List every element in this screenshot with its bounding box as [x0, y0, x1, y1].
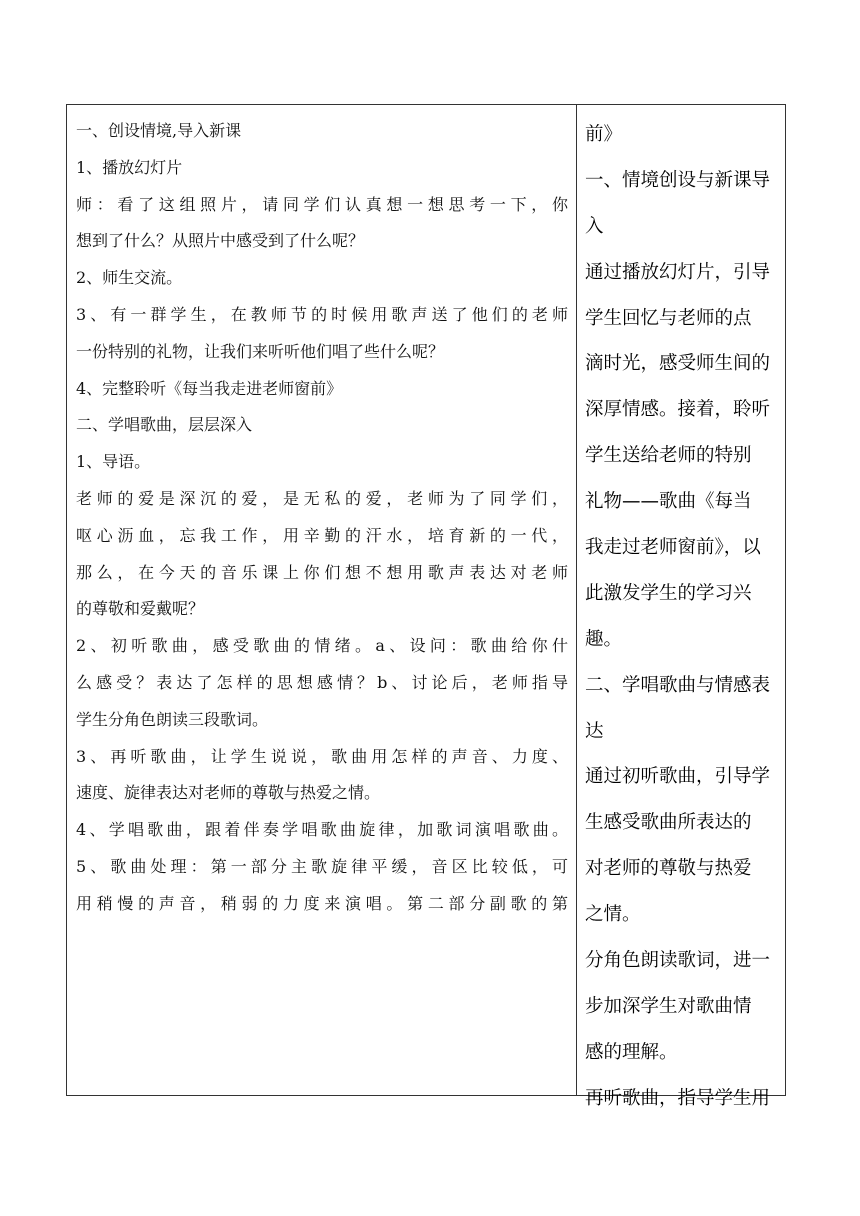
design-intent-line: 达: [585, 720, 604, 742]
design-intent-line: 学生回忆与老师的点: [585, 307, 752, 329]
teaching-process-line: 2、初听歌曲，感受歌曲的情绪。a、设问：歌曲给你什: [76, 636, 568, 656]
design-intent-line: 深厚情感。接着，聆听: [585, 399, 771, 421]
lesson-plan-table: [66, 104, 786, 1109]
design-intent-line: 之情。: [585, 904, 641, 926]
teaching-process-cell: [76, 113, 568, 923]
design-intent-line: 生感受歌曲所表达的: [585, 812, 752, 834]
design-intent-line: 步加深学生对歌曲情: [585, 995, 752, 1017]
design-intent-line: 入: [585, 215, 604, 237]
design-intent-line: 通过播放幻灯片，引导: [585, 261, 771, 283]
teaching-process-line: 3、有一群学生，在教师节的时候用歌声送了他们的老师: [76, 304, 568, 324]
teaching-process-line: 4、完整聆听《每当我走进老师窗前》: [76, 378, 343, 398]
design-intent-line: 学生送给老师的特别: [585, 445, 752, 467]
design-intent-line: 一、情境创设与新课导: [585, 169, 771, 191]
teaching-process-line: 想到了什么？从照片中感受到了什么呢？: [76, 231, 365, 251]
teaching-process-line: 3、再听歌曲，让学生说说，歌曲用怎样的声音、力度、: [76, 746, 568, 766]
teaching-process-line: 么感受？表达了怎样的思想感情？b、讨论后，老师指导: [76, 672, 568, 692]
teaching-process-line: 二、学唱歌曲，层层深入: [76, 415, 253, 435]
design-intent-line: 分角色朗读歌词，进一: [585, 950, 771, 972]
design-intent-line: 再听歌曲，指导学生用: [585, 1087, 771, 1109]
teaching-process-line: 师：看了这组照片，请同学们认真想一想思考一下，你: [76, 194, 568, 214]
teaching-process-line: 5、歌曲处理：第一部分主歌旋律平缓，音区比较低，可: [76, 856, 568, 876]
design-intent-line: 我走过老师窗前》，以: [585, 537, 761, 559]
teaching-process-line: 那么，在今天的音乐课上你们想不想用歌声表达对老师: [76, 562, 568, 582]
teaching-process-line: 一、创设情境,导入新课: [76, 121, 242, 140]
teaching-process-line: 老师的爱是深沉的爱，是无私的爱，老师为了同学们，: [76, 488, 568, 508]
teaching-process-line: 1、播放幻灯片: [76, 157, 183, 177]
teaching-process-line: 一份特别的礼物，让我们来听听他们唱了些什么呢？: [76, 341, 445, 361]
design-intent-line: 通过初听歌曲，引导学: [585, 766, 771, 788]
design-intent-line: 礼物——歌曲《每当: [585, 491, 752, 513]
teaching-process-line: 用稍慢的声音，稍弱的力度来演唱。第二部分副歌的第: [76, 893, 568, 913]
teaching-process-line: 学生分角色朗读三段歌词。: [76, 709, 269, 729]
teaching-process-line: 2、师生交流。: [76, 268, 183, 288]
design-intent-line: 此激发学生的学习兴: [585, 582, 752, 604]
design-intent-line: 对老师的尊敬与热爱: [585, 858, 752, 880]
design-intent-line: 滴时光，感受师生间的: [585, 353, 771, 375]
teaching-process-line: 的尊敬和爱戴呢？: [76, 599, 205, 619]
column-divider: [576, 105, 577, 1095]
design-intent-line: 感的理解。: [585, 1041, 678, 1063]
teaching-process-line: 呕心沥血，忘我工作，用辛勤的汗水，培育新的一代，: [76, 525, 568, 545]
design-intent-line: 前》: [585, 124, 623, 145]
teaching-process-line: 1、导语。: [76, 452, 151, 472]
design-intent-cell: [585, 112, 781, 1122]
teaching-process-line: 4、学唱歌曲，跟着伴奏学唱歌曲旋律，加歌词演唱歌曲。: [76, 820, 568, 840]
teaching-process-line: 速度、旋律表达对老师的尊敬与热爱之情。: [76, 783, 381, 803]
design-intent-line: 趣。: [585, 628, 623, 650]
design-intent-line: 二、学唱歌曲与情感表: [585, 674, 771, 696]
